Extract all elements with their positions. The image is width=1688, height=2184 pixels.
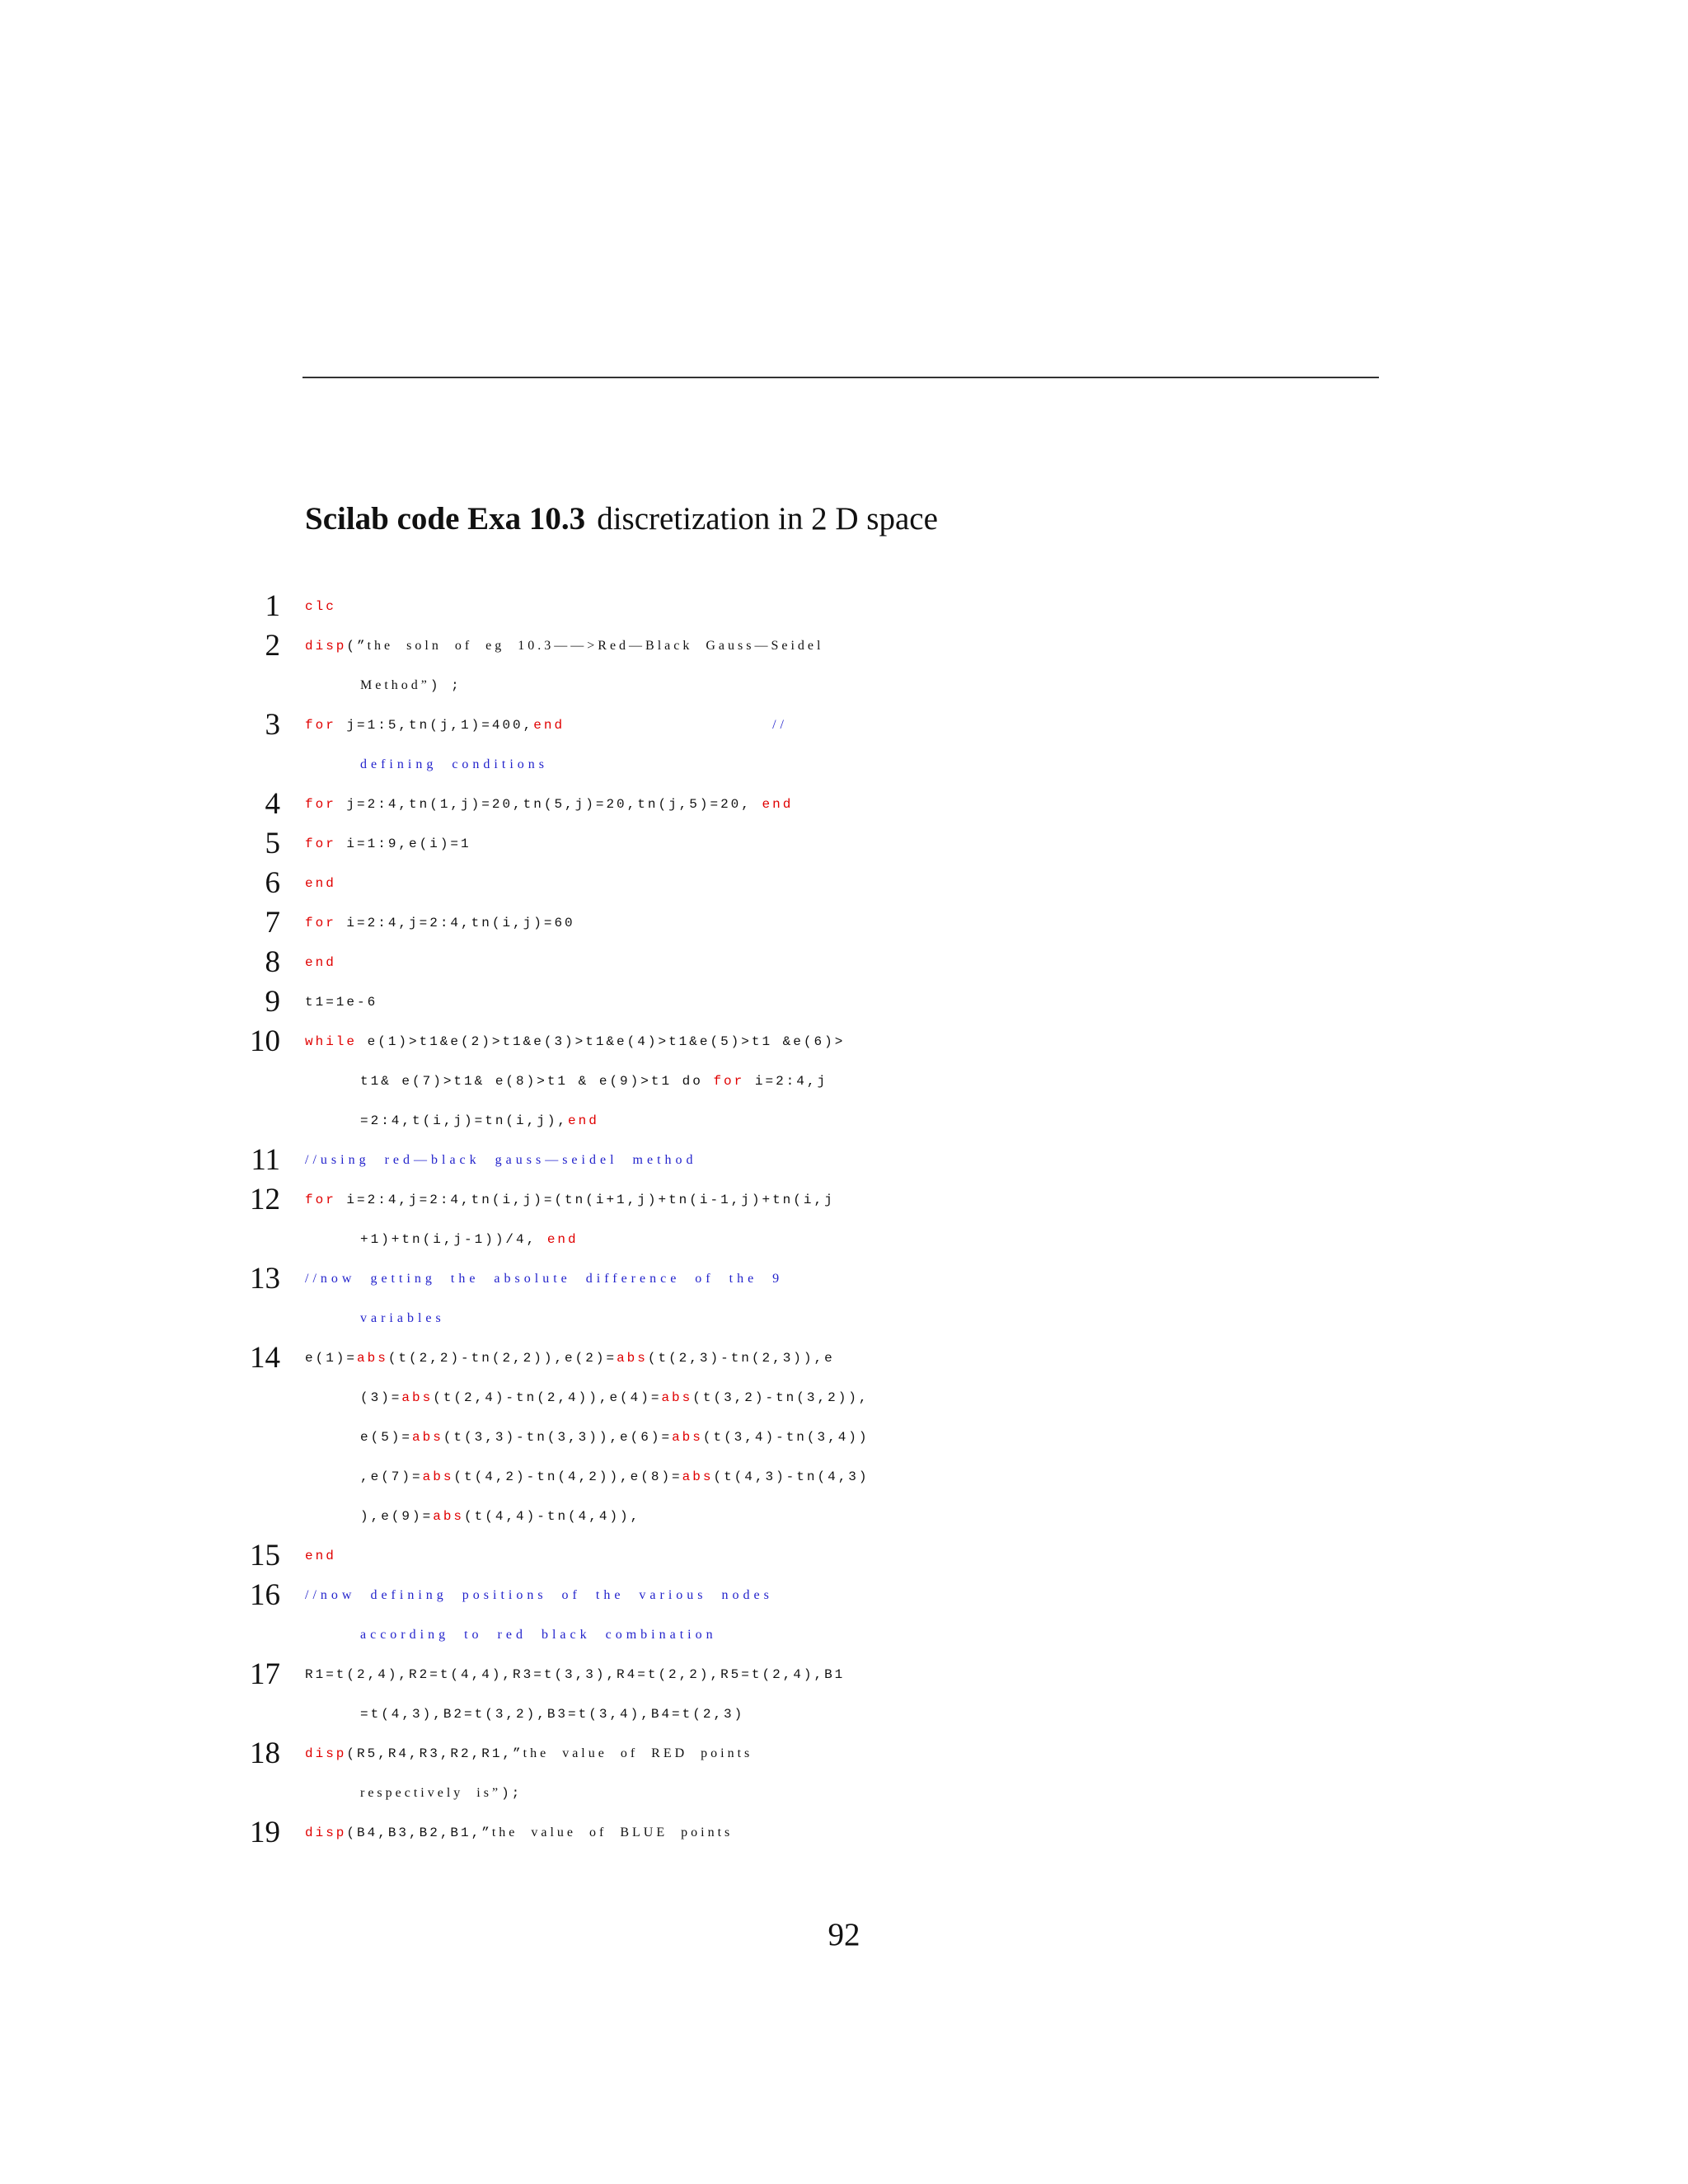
- code-keyword: end: [533, 718, 565, 733]
- code-token: (t(3,2)-tn(3,2)),: [692, 1390, 870, 1405]
- line-number: 14: [250, 1341, 280, 1375]
- code-line-text: [305, 1536, 336, 1576]
- caption-description: discretization in 2 D space: [597, 501, 938, 537]
- code-string: the value of RED points: [523, 1746, 753, 1760]
- code-keyword: disp: [305, 639, 347, 654]
- code-keyword: end: [568, 1113, 599, 1128]
- code-keyword: disp: [305, 1825, 347, 1840]
- code-line-text: [305, 1259, 783, 1299]
- code-keyword: for: [305, 916, 336, 930]
- code-line-text: [305, 864, 336, 903]
- code-line-text: [360, 1101, 599, 1141]
- code-keyword: end: [305, 955, 336, 970]
- code-keyword: abs: [357, 1351, 388, 1366]
- code-token: e(1)>t1&e(2)>t1&e(3)>t1&e(4)>t1&e(5)>t1 &e(6)>: [357, 1034, 846, 1049]
- code-line-text: [360, 666, 462, 705]
- page-number: 92: [828, 1917, 860, 1952]
- code-line-text: [305, 943, 336, 982]
- code-token: (t(2,3)-tn(2,3)),e: [647, 1351, 835, 1366]
- code-keyword: end: [546, 1232, 579, 1247]
- code-string: the value of BLUE points: [491, 1825, 734, 1840]
- line-number: 17: [250, 1657, 280, 1691]
- code-token: (R5,R4,R3,R2,R1,”: [346, 1746, 523, 1761]
- line-number: 10: [250, 1024, 280, 1058]
- code-comment: //now getting the absolute difference of the 9: [305, 1272, 784, 1286]
- code-keyword: abs: [412, 1430, 443, 1445]
- code-line-text: [305, 824, 471, 864]
- code-token: i=2:4,j=2:4,tn(i,j)=(tn(i+1,j)+tn(i-1,j)+tn(i,j: [335, 1193, 835, 1207]
- code-token: (t(4,3)-tn(4,3): [713, 1469, 870, 1484]
- line-number: 4: [265, 787, 280, 821]
- line-number: 18: [250, 1736, 280, 1770]
- code-token: i=1:9,e(i)=1: [335, 837, 471, 851]
- code-token: );: [501, 1786, 523, 1801]
- code-line-text: [360, 1457, 870, 1497]
- code-keyword: abs: [672, 1430, 703, 1445]
- line-number: 7: [265, 906, 280, 940]
- code-keyword: end: [762, 797, 794, 812]
- code-token: i=2:4,j=2:4,tn(i,j)=60: [335, 916, 575, 930]
- code-line-text: [305, 1655, 845, 1694]
- code-token: e(5)=: [360, 1430, 413, 1445]
- code-string: the soln of eg 10.3——>Red—Black Gauss—Seidel: [367, 639, 824, 653]
- code-keyword: end: [305, 876, 336, 891]
- code-token: (3)=: [360, 1390, 402, 1405]
- caption-label: Scilab code Exa 10.3: [305, 501, 586, 537]
- line-number: 8: [265, 945, 280, 979]
- code-line-text: [305, 785, 793, 824]
- code-token: R1=t(2,4),R2=t(4,4),R3=t(3,3),R4=t(2,2),R5=t(2,4),B1: [305, 1667, 846, 1682]
- code-token: [565, 718, 772, 733]
- code-comment: //: [772, 718, 788, 732]
- line-number: 9: [265, 985, 280, 1019]
- code-keyword: abs: [433, 1509, 465, 1524]
- code-line-text: [305, 982, 377, 1022]
- line-number: 15: [250, 1539, 280, 1572]
- code-line-text: [360, 1378, 870, 1418]
- code-token: (t(4,2)-tn(4,2)),e(8)=: [453, 1469, 682, 1484]
- code-token: j=1:5,tn(j,1)=400,: [335, 718, 534, 733]
- code-line-text: [360, 1220, 579, 1259]
- line-number: 13: [250, 1262, 280, 1296]
- line-number: 2: [265, 629, 280, 663]
- line-number: 5: [265, 827, 280, 860]
- code-token: (t(2,4)-tn(2,4)),e(4)=: [433, 1390, 662, 1405]
- code-keyword: for: [305, 837, 336, 851]
- code-keyword: clc: [305, 599, 336, 614]
- code-line-text: [305, 903, 575, 943]
- code-keyword: for: [713, 1074, 745, 1089]
- code-token: (t(2,2)-tn(2,2)),e(2)=: [387, 1351, 617, 1366]
- code-line-text: [305, 1813, 733, 1853]
- code-token: =2:4,t(i,j)=tn(i,j),: [360, 1113, 569, 1128]
- code-keyword: abs: [422, 1469, 454, 1484]
- code-line-text: [305, 626, 823, 666]
- code-keyword: disp: [305, 1746, 347, 1761]
- code-comment: according to red black combination: [360, 1628, 717, 1642]
- code-caption: [305, 503, 938, 535]
- code-token: (t(3,3)-tn(3,3)),e(6)=: [443, 1430, 673, 1445]
- code-token: t1& e(7)>t1& e(8)>t1 & e(9)>t1 do: [360, 1074, 714, 1089]
- code-line-text: [360, 1299, 445, 1338]
- code-keyword: for: [305, 1193, 336, 1207]
- code-comment: //using red—black gauss—seidel method: [305, 1153, 697, 1167]
- code-token: e(1)=: [305, 1351, 358, 1366]
- code-token: ,e(7)=: [360, 1469, 423, 1484]
- code-line-text: [360, 1615, 717, 1655]
- code-line-text: [305, 587, 336, 626]
- code-line-text: [305, 1022, 845, 1062]
- code-line-text: [305, 1180, 835, 1220]
- code-keyword: while: [305, 1034, 358, 1049]
- code-keyword: for: [305, 718, 336, 733]
- code-keyword: abs: [661, 1390, 693, 1405]
- code-token: +1)+tn(i,j-1))/4,: [360, 1232, 547, 1247]
- code-line-text: [360, 745, 548, 785]
- line-number: 11: [251, 1143, 280, 1177]
- code-token: =t(4,3),B2=t(3,2),B3=t(3,4),B4=t(2,3): [360, 1707, 745, 1722]
- header-rule: [302, 377, 1379, 378]
- code-token: i=2:4,j: [744, 1074, 828, 1089]
- line-number: 6: [265, 866, 280, 900]
- code-line-text: [305, 705, 788, 745]
- code-line-text: [305, 1338, 835, 1378]
- code-token: (B4,B3,B2,B1,”: [346, 1825, 492, 1840]
- code-comment: //now defining positions of the various nodes: [305, 1588, 773, 1602]
- code-comment: variables: [360, 1311, 445, 1325]
- line-number: 1: [265, 589, 280, 623]
- code-string: Method”: [360, 678, 430, 692]
- line-number: 19: [250, 1816, 280, 1849]
- code-keyword: end: [305, 1549, 336, 1563]
- code-token: ) ;: [429, 678, 462, 693]
- code-token: (t(3,4)-tn(3,4)): [702, 1430, 870, 1445]
- code-keyword: abs: [401, 1390, 434, 1405]
- line-number: 3: [265, 708, 280, 742]
- code-token: t1=1e-6: [305, 995, 378, 1010]
- code-line-text: [305, 1734, 753, 1774]
- code-string: respectively is”: [360, 1786, 502, 1800]
- code-comment: defining conditions: [360, 757, 548, 771]
- code-line-text: [360, 1497, 640, 1536]
- code-line-text: [360, 1062, 828, 1101]
- code-token: (t(4,4)-tn(4,4)),: [464, 1509, 641, 1524]
- code-keyword: for: [305, 797, 336, 812]
- code-line-text: [360, 1418, 870, 1457]
- code-token: (”: [346, 639, 368, 654]
- code-line-text: [305, 1141, 697, 1180]
- code-line-text: [360, 1774, 522, 1813]
- code-line-text: [360, 1694, 744, 1734]
- code-line-text: [305, 1576, 773, 1615]
- line-number: 16: [250, 1578, 280, 1612]
- code-token: ),e(9)=: [360, 1509, 434, 1524]
- code-keyword: abs: [617, 1351, 648, 1366]
- code-token: j=2:4,tn(1,j)=20,tn(5,j)=20,tn(j,5)=20,: [335, 797, 762, 812]
- line-number: 12: [250, 1183, 280, 1216]
- code-keyword: abs: [682, 1469, 714, 1484]
